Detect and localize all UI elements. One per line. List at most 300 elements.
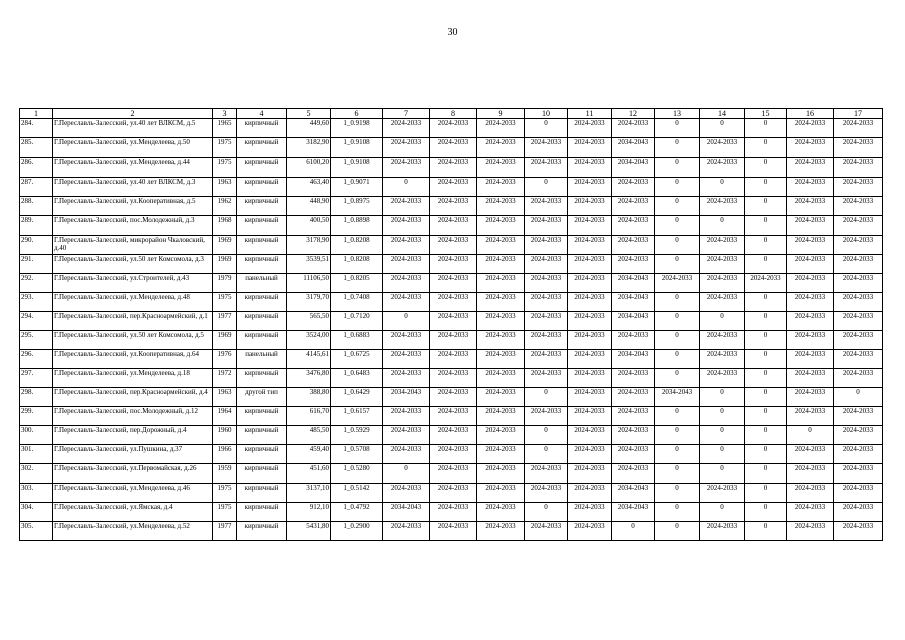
work-period-cell: 2024-2033 [477, 484, 525, 503]
work-period-cell: 0 [745, 426, 787, 445]
work-period-cell: 2024-2033 [700, 369, 745, 388]
work-period-cell: 2034-2043 [383, 503, 430, 522]
work-period-cell: 2024-2033 [612, 236, 655, 255]
work-period-cell: 2024-2033 [787, 138, 834, 158]
work-period-cell: 2024-2033 [787, 331, 834, 350]
work-period-cell: 2024-2033 [477, 158, 525, 178]
index-cell: 1_0.6157 [331, 407, 383, 426]
wall-material-cell: панельный [237, 274, 287, 293]
area-cell: 388,80 [287, 388, 331, 407]
work-period-cell: 0 [745, 522, 787, 541]
work-period-cell: 0 [655, 503, 700, 522]
work-period-cell: 2034-2043 [655, 388, 700, 407]
work-period-cell: 2024-2033 [787, 407, 834, 426]
work-period-cell: 2024-2033 [383, 426, 430, 445]
wall-material-cell: кирпичный [237, 445, 287, 464]
work-period-cell: 2024-2033 [430, 503, 477, 522]
row-number-cell: 301. [20, 445, 53, 464]
work-period-cell: 0 [525, 178, 568, 197]
work-period-cell: 2024-2033 [383, 522, 430, 541]
work-period-cell: 2024-2033 [477, 407, 525, 426]
area-cell: 485,50 [287, 426, 331, 445]
table-row [20, 484, 883, 503]
work-period-cell: 2024-2033 [568, 503, 612, 522]
index-cell: 1_0.9108 [331, 138, 383, 158]
work-period-cell: 2034-2043 [612, 138, 655, 158]
work-period-cell: 0 [383, 312, 430, 331]
work-period-cell: 0 [655, 350, 700, 369]
work-period-cell: 0 [700, 464, 745, 484]
wall-material-cell: кирпичный [237, 331, 287, 350]
index-cell: 1_0.5708 [331, 445, 383, 464]
work-period-cell: 2024-2033 [568, 293, 612, 312]
build-year-cell: 1975 [213, 138, 237, 158]
address-cell: Г.Переславль-Залесский, ул.Менделеева, д.18 [53, 369, 213, 388]
build-year-cell: 1979 [213, 274, 237, 293]
work-period-cell: 2034-2043 [612, 312, 655, 331]
row-number-cell: 298. [20, 388, 53, 407]
index-cell: 1_0.4792 [331, 503, 383, 522]
work-period-cell: 0 [745, 464, 787, 484]
work-period-cell: 2024-2033 [834, 138, 883, 158]
column-header: 15 [745, 109, 787, 119]
work-period-cell: 2024-2033 [383, 445, 430, 464]
work-period-cell: 2024-2033 [700, 274, 745, 293]
work-period-cell: 2024-2033 [612, 445, 655, 464]
wall-material-cell: кирпичный [237, 178, 287, 197]
work-period-cell: 2024-2033 [568, 484, 612, 503]
index-cell: 1_0.5280 [331, 464, 383, 484]
table-row [20, 119, 883, 138]
work-period-cell: 2024-2033 [383, 484, 430, 503]
table-row [20, 503, 883, 522]
table-row [20, 331, 883, 350]
work-period-cell: 2024-2033 [834, 236, 883, 255]
table-row [20, 236, 883, 255]
table-row [20, 522, 883, 541]
table-row [20, 350, 883, 369]
work-period-cell: 2024-2033 [612, 178, 655, 197]
work-period-cell: 2024-2033 [700, 522, 745, 541]
work-period-cell: 2024-2033 [834, 503, 883, 522]
work-period-cell: 2024-2033 [383, 331, 430, 350]
address-cell: Г.Переславль-Залесский, ул.40 лет ВЛКСМ, д.5 [53, 119, 213, 138]
work-period-cell: 2024-2033 [612, 119, 655, 138]
table-row [20, 293, 883, 312]
work-period-cell: 2024-2033 [525, 407, 568, 426]
work-period-cell: 2024-2033 [430, 350, 477, 369]
work-period-cell: 2024-2033 [430, 255, 477, 274]
work-period-cell: 0 [745, 255, 787, 274]
work-period-cell: 2024-2033 [834, 312, 883, 331]
work-period-cell: 2024-2033 [568, 255, 612, 274]
work-period-cell: 2024-2033 [568, 522, 612, 541]
work-period-cell: 0 [655, 138, 700, 158]
table-row [20, 178, 883, 197]
work-period-cell: 2024-2033 [745, 274, 787, 293]
column-header: 4 [237, 109, 287, 119]
work-period-cell: 0 [745, 236, 787, 255]
work-period-cell: 2024-2033 [383, 236, 430, 255]
work-period-cell: 2024-2033 [525, 312, 568, 331]
work-period-cell: 0 [745, 331, 787, 350]
work-period-cell: 2024-2033 [525, 274, 568, 293]
work-period-cell: 2024-2033 [787, 178, 834, 197]
build-year-cell: 1962 [213, 197, 237, 216]
work-period-cell: 2024-2033 [834, 426, 883, 445]
address-cell: Г.Переславль-Залесский, ул.Ямская, д.4 [53, 503, 213, 522]
work-period-cell: 2024-2033 [700, 484, 745, 503]
work-period-cell: 2024-2033 [525, 138, 568, 158]
build-year-cell: 1975 [213, 158, 237, 178]
work-period-cell: 2024-2033 [612, 388, 655, 407]
work-period-cell: 0 [745, 484, 787, 503]
work-period-cell: 2024-2033 [568, 158, 612, 178]
build-year-cell: 1975 [213, 484, 237, 503]
work-period-cell: 2024-2033 [612, 426, 655, 445]
work-period-cell: 0 [525, 445, 568, 464]
area-cell: 3539,51 [287, 255, 331, 274]
index-cell: 1_0.8205 [331, 274, 383, 293]
work-period-cell: 2024-2033 [568, 464, 612, 484]
wall-material-cell: кирпичный [237, 426, 287, 445]
work-period-cell: 2024-2033 [568, 426, 612, 445]
column-header: 12 [612, 109, 655, 119]
area-cell: 3524,00 [287, 331, 331, 350]
work-period-cell: 2024-2033 [525, 216, 568, 236]
build-year-cell: 1969 [213, 236, 237, 255]
table-row [20, 138, 883, 158]
work-period-cell: 2024-2033 [700, 158, 745, 178]
address-cell: Г.Переславль-Залесский, пер.Дорожный, д.4 [53, 426, 213, 445]
work-period-cell: 0 [655, 331, 700, 350]
address-cell: Г.Переславль-Залесский, ул.Пушкина, д.37 [53, 445, 213, 464]
work-period-cell: 2024-2033 [834, 274, 883, 293]
header-row [20, 109, 883, 119]
work-period-cell: 2024-2033 [834, 216, 883, 236]
work-period-cell: 2024-2033 [834, 350, 883, 369]
work-period-cell: 2024-2033 [612, 369, 655, 388]
wall-material-cell: кирпичный [237, 236, 287, 255]
table-row [20, 255, 883, 274]
work-period-cell: 2024-2033 [430, 236, 477, 255]
column-header: 9 [477, 109, 525, 119]
work-period-cell: 2024-2033 [787, 255, 834, 274]
wall-material-cell: кирпичный [237, 369, 287, 388]
column-header: 3 [213, 109, 237, 119]
work-period-cell: 0 [700, 216, 745, 236]
table-row [20, 216, 883, 236]
work-period-cell: 2024-2033 [525, 255, 568, 274]
area-cell: 3137,10 [287, 484, 331, 503]
index-cell: 1_0.6483 [331, 369, 383, 388]
work-period-cell: 0 [700, 445, 745, 464]
row-number-cell: 290. [20, 236, 53, 255]
work-period-cell: 2034-2043 [612, 350, 655, 369]
work-period-cell: 2024-2033 [834, 178, 883, 197]
address-cell: Г.Переславль-Залесский, пер.Красноармейский, д.1 [53, 312, 213, 331]
row-number-cell: 299. [20, 407, 53, 426]
work-period-cell: 2024-2033 [787, 158, 834, 178]
build-year-cell: 1966 [213, 445, 237, 464]
work-period-cell: 2024-2033 [430, 119, 477, 138]
index-cell: 1_0.9198 [331, 119, 383, 138]
work-period-cell: 2024-2033 [612, 464, 655, 484]
work-period-cell: 0 [700, 503, 745, 522]
work-period-cell: 2024-2033 [787, 216, 834, 236]
work-period-cell: 0 [745, 197, 787, 216]
area-cell: 448,90 [287, 197, 331, 216]
work-period-cell: 2024-2033 [700, 293, 745, 312]
work-period-cell: 0 [700, 312, 745, 331]
page-number: 30 [447, 27, 458, 38]
work-period-cell: 0 [745, 445, 787, 464]
work-period-cell: 2024-2033 [383, 119, 430, 138]
work-period-cell: 0 [383, 178, 430, 197]
work-period-cell: 0 [655, 197, 700, 216]
work-period-cell: 2024-2033 [477, 445, 525, 464]
work-period-cell: 0 [655, 216, 700, 236]
index-cell: 1_0.6883 [331, 331, 383, 350]
row-number-cell: 292. [20, 274, 53, 293]
area-cell: 3476,80 [287, 369, 331, 388]
work-period-cell: 2024-2033 [525, 522, 568, 541]
work-period-cell: 2024-2033 [568, 331, 612, 350]
work-period-cell: 2024-2033 [568, 312, 612, 331]
work-period-cell: 2024-2033 [700, 138, 745, 158]
build-year-cell: 1959 [213, 464, 237, 484]
table-body [20, 119, 883, 541]
work-period-cell: 2024-2033 [477, 119, 525, 138]
work-period-cell: 0 [655, 426, 700, 445]
index-cell: 1_0.2900 [331, 522, 383, 541]
work-period-cell: 2024-2033 [834, 407, 883, 426]
column-header: 2 [53, 109, 213, 119]
row-number-cell: 291. [20, 255, 53, 274]
work-period-cell: 2024-2033 [430, 158, 477, 178]
index-cell: 1_0.5929 [331, 426, 383, 445]
work-period-cell: 0 [745, 216, 787, 236]
work-period-cell: 0 [745, 138, 787, 158]
build-year-cell: 1963 [213, 388, 237, 407]
work-period-cell: 2024-2033 [430, 464, 477, 484]
area-cell: 3178,90 [287, 236, 331, 255]
area-cell: 459,40 [287, 445, 331, 464]
work-period-cell: 0 [525, 388, 568, 407]
wall-material-cell: кирпичный [237, 138, 287, 158]
work-period-cell: 2024-2033 [525, 350, 568, 369]
work-period-cell: 2024-2033 [477, 331, 525, 350]
work-period-cell: 2024-2033 [477, 197, 525, 216]
index-cell: 1_0.7408 [331, 293, 383, 312]
work-period-cell: 2024-2033 [525, 293, 568, 312]
work-period-cell: 0 [655, 464, 700, 484]
work-period-cell: 0 [745, 119, 787, 138]
work-period-cell: 2024-2033 [430, 388, 477, 407]
row-number-cell: 285. [20, 138, 53, 158]
work-period-cell: 0 [745, 369, 787, 388]
work-period-cell: 0 [745, 178, 787, 197]
row-number-cell: 284. [20, 119, 53, 138]
row-number-cell: 287. [20, 178, 53, 197]
work-period-cell: 2024-2033 [612, 197, 655, 216]
work-period-cell: 0 [700, 119, 745, 138]
table-row [20, 197, 883, 216]
address-cell: Г.Переславль-Залесский, ул.Кооперативная, д.64 [53, 350, 213, 369]
address-cell: Г.Переславль-Залесский, ул.40 лет ВЛКСМ, д.3 [53, 178, 213, 197]
column-header: 16 [787, 109, 834, 119]
work-period-cell: 0 [525, 426, 568, 445]
column-header: 10 [525, 109, 568, 119]
work-period-cell: 2034-2043 [612, 293, 655, 312]
work-period-cell: 2024-2033 [568, 236, 612, 255]
address-cell: Г.Переславль-Залесский, микрорайон Чкаловский, д.40 [53, 236, 213, 255]
work-period-cell: 2034-2043 [383, 388, 430, 407]
work-period-cell: 2024-2033 [525, 331, 568, 350]
address-cell: Г.Переславль-Залесский, ул.Первомайская, д.26 [53, 464, 213, 484]
work-period-cell: 0 [700, 407, 745, 426]
work-period-cell: 2034-2043 [612, 158, 655, 178]
work-period-cell: 2024-2033 [477, 255, 525, 274]
work-period-cell: 2024-2033 [834, 369, 883, 388]
table-row [20, 426, 883, 445]
work-period-cell: 2024-2033 [383, 158, 430, 178]
work-period-cell: 0 [745, 293, 787, 312]
address-cell: Г.Переславль-Залесский, ул.Менделеева, д.48 [53, 293, 213, 312]
area-cell: 400,50 [287, 216, 331, 236]
work-period-cell: 2024-2033 [568, 369, 612, 388]
work-period-cell: 0 [745, 503, 787, 522]
column-header: 13 [655, 109, 700, 119]
work-period-cell: 2024-2033 [612, 255, 655, 274]
row-number-cell: 302. [20, 464, 53, 484]
work-period-cell: 2024-2033 [787, 236, 834, 255]
build-year-cell: 1968 [213, 216, 237, 236]
build-year-cell: 1975 [213, 293, 237, 312]
area-cell: 3179,70 [287, 293, 331, 312]
work-period-cell: 2024-2033 [525, 197, 568, 216]
work-period-cell: 2024-2033 [477, 426, 525, 445]
address-cell: Г.Переславль-Залесский, пер.Красноармейский, д.4 [53, 388, 213, 407]
work-period-cell: 2024-2033 [477, 350, 525, 369]
work-period-cell: 2024-2033 [834, 197, 883, 216]
address-cell: Г.Переславль-Залесский, ул.Кооперативная, д.5 [53, 197, 213, 216]
work-period-cell: 2024-2033 [383, 293, 430, 312]
wall-material-cell: кирпичный [237, 522, 287, 541]
work-period-cell: 2024-2033 [787, 369, 834, 388]
row-number-cell: 293. [20, 293, 53, 312]
build-year-cell: 1965 [213, 119, 237, 138]
build-year-cell: 1960 [213, 426, 237, 445]
work-period-cell: 0 [655, 158, 700, 178]
work-period-cell: 2024-2033 [477, 236, 525, 255]
work-period-cell: 0 [834, 388, 883, 407]
work-period-cell: 2024-2033 [430, 426, 477, 445]
work-period-cell: 2024-2033 [430, 274, 477, 293]
table-row [20, 407, 883, 426]
index-cell: 1_0.9108 [331, 158, 383, 178]
work-period-cell: 2024-2033 [568, 178, 612, 197]
index-cell: 1_0.7120 [331, 312, 383, 331]
area-cell: 11106,50 [287, 274, 331, 293]
work-period-cell: 2034-2043 [612, 484, 655, 503]
wall-material-cell: кирпичный [237, 197, 287, 216]
work-period-cell: 2024-2033 [700, 331, 745, 350]
build-year-cell: 1963 [213, 178, 237, 197]
work-period-cell: 2024-2033 [787, 274, 834, 293]
work-period-cell: 2024-2033 [568, 388, 612, 407]
work-period-cell: 2024-2033 [525, 158, 568, 178]
work-period-cell: 2024-2033 [383, 274, 430, 293]
index-cell: 1_0.8208 [331, 255, 383, 274]
work-period-cell: 2024-2033 [787, 197, 834, 216]
row-number-cell: 304. [20, 503, 53, 522]
work-period-cell: 2024-2033 [834, 255, 883, 274]
work-period-cell: 2024-2033 [834, 331, 883, 350]
address-cell: Г.Переславль-Залесский, пос.Молодежный, д.3 [53, 216, 213, 236]
work-period-cell: 2024-2033 [568, 138, 612, 158]
row-number-cell: 297. [20, 369, 53, 388]
row-number-cell: 288. [20, 197, 53, 216]
work-period-cell: 2024-2033 [430, 369, 477, 388]
work-period-cell: 2024-2033 [612, 216, 655, 236]
work-period-cell: 2024-2033 [430, 293, 477, 312]
work-period-cell: 0 [655, 522, 700, 541]
work-period-cell: 2024-2033 [568, 407, 612, 426]
index-cell: 1_0.8208 [331, 236, 383, 255]
column-header: 14 [700, 109, 745, 119]
work-period-cell: 0 [745, 388, 787, 407]
work-period-cell: 2024-2033 [477, 274, 525, 293]
wall-material-cell: кирпичный [237, 407, 287, 426]
work-period-cell: 2024-2033 [525, 484, 568, 503]
work-period-cell: 0 [525, 119, 568, 138]
work-period-cell: 0 [612, 522, 655, 541]
build-year-cell: 1969 [213, 331, 237, 350]
work-period-cell: 2024-2033 [787, 464, 834, 484]
work-period-cell: 2024-2033 [787, 119, 834, 138]
work-period-cell: 2024-2033 [787, 445, 834, 464]
table-row [20, 369, 883, 388]
column-header: 6 [331, 109, 383, 119]
work-period-cell: 2024-2033 [568, 197, 612, 216]
table-row [20, 445, 883, 464]
work-period-cell: 2024-2033 [430, 445, 477, 464]
area-cell: 449,60 [287, 119, 331, 138]
work-period-cell: 2024-2033 [568, 445, 612, 464]
work-period-cell: 2024-2033 [383, 369, 430, 388]
work-period-cell: 2024-2033 [612, 407, 655, 426]
work-period-cell: 2024-2033 [477, 293, 525, 312]
wall-material-cell: другой тип [237, 388, 287, 407]
table-row [20, 312, 883, 331]
area-cell: 6100,20 [287, 158, 331, 178]
work-period-cell: 2024-2033 [525, 464, 568, 484]
work-period-cell: 2024-2033 [700, 236, 745, 255]
work-period-cell: 2024-2033 [655, 274, 700, 293]
work-period-cell: 2024-2033 [477, 464, 525, 484]
work-period-cell: 0 [655, 178, 700, 197]
row-number-cell: 296. [20, 350, 53, 369]
wall-material-cell: кирпичный [237, 255, 287, 274]
area-cell: 912,10 [287, 503, 331, 522]
area-cell: 451,60 [287, 464, 331, 484]
work-period-cell: 0 [700, 388, 745, 407]
table-row [20, 388, 883, 407]
work-period-cell: 2024-2033 [568, 216, 612, 236]
build-year-cell: 1969 [213, 255, 237, 274]
work-period-cell: 2024-2033 [612, 331, 655, 350]
